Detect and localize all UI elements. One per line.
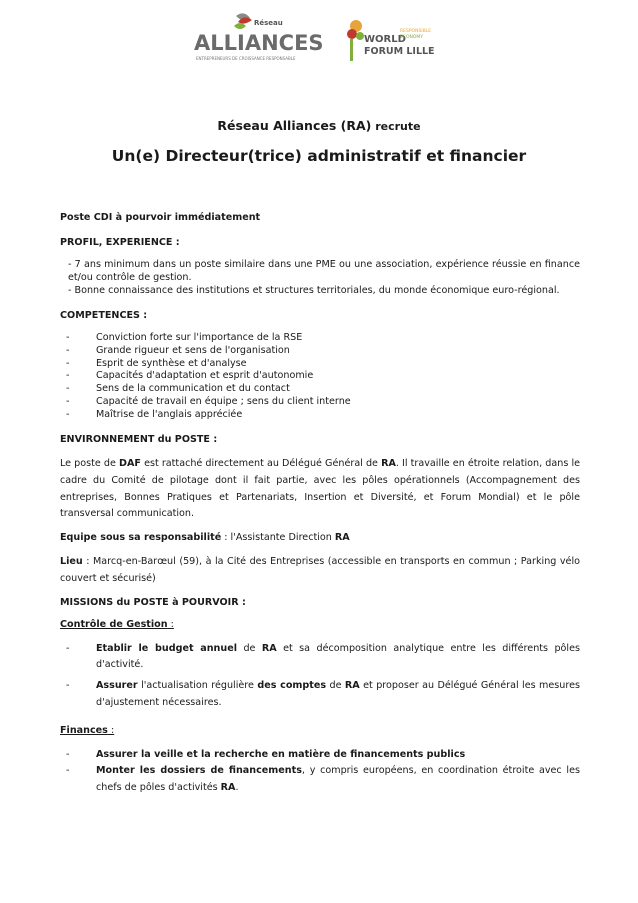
competences-heading: COMPETENCES : bbox=[60, 309, 148, 321]
list-item: - Monter les dossiers de financements, y compris européens, en coordination étroite avec les chefs de pôles d'activités RA. bbox=[60, 763, 580, 797]
wef-line1: WORLD bbox=[364, 34, 406, 45]
profil-heading: PROFIL, EXPERIENCE : bbox=[60, 236, 180, 248]
alliances-emblem-icon bbox=[234, 13, 252, 29]
title-main: Réseau Alliances (RA) bbox=[217, 118, 372, 133]
list-item: - Esprit de synthèse et d'analyse bbox=[60, 358, 580, 371]
wef-line1c: ECONOMY bbox=[400, 35, 424, 40]
wef-line1b: RESPONSIBLE bbox=[400, 29, 432, 34]
controle-heading: Contrôle de Gestion : bbox=[60, 618, 174, 630]
poste-line: Poste CDI à pourvoir immédiatement bbox=[60, 212, 261, 223]
environnement-paragraph: Le poste de DAF est rattaché directement au Délégué Général de RA. Il travaille en étroite relation, dans le cadre du Comité de pilotage dont il fait partie, avec les pôles opérationnels (Accompagnement des entreprises, Bonnes Pratiques et Partenariats, Insertion et Diversité, et Forum Mondial) et le pôle transversal communication. bbox=[60, 458, 581, 520]
competences-list bbox=[60, 332, 580, 423]
wef-line2: FORUM LILLE bbox=[364, 46, 435, 57]
list-item: - Grande rigueur et sens de l'organisation bbox=[60, 345, 580, 358]
world-forum-lille-logo bbox=[346, 12, 442, 68]
alliances-logo-top-text: Réseau bbox=[254, 19, 283, 27]
controle-list bbox=[60, 641, 580, 712]
document-title bbox=[0, 118, 638, 133]
environnement-heading: ENVIRONNEMENT du POSTE : bbox=[60, 434, 218, 446]
alliances-logo-main-text: ALLIANCES bbox=[194, 31, 324, 55]
profil-item: - 7 ans minimum dans un poste similaire dans une PME ou une association, expérience réussie en finance et/ou contrôle de gestion. bbox=[68, 258, 580, 283]
finances-heading: Finances : bbox=[60, 724, 115, 736]
equipe-line: Equipe sous sa responsabilité : l'Assistante Direction RA bbox=[60, 532, 350, 544]
lieu-line: Lieu : Marcq-en-Barœul (59), à la Cité des Entreprises (accessible en transports en commun ; Parking vélo couvert et sécurisé) bbox=[60, 556, 580, 584]
list-item: - Etablir le budget annuel de RA et sa décomposition analytique entre les différents pôles d'activité. bbox=[60, 641, 580, 675]
title-suffix: recrute bbox=[371, 120, 421, 133]
list-item: - Capacité de travail en équipe ; sens du client interne bbox=[60, 396, 580, 409]
list-item: - Maîtrise de l'anglais appréciée bbox=[60, 409, 580, 422]
profil-item: - Bonne connaissance des institutions et structures territoriales, du monde économique euro-régional. bbox=[68, 284, 560, 296]
list-item: - Conviction forte sur l'importance de la RSE bbox=[60, 332, 580, 345]
alliances-logo-tagline: ENTREPRENEURS DE CROISSANCE RESPONSABLE bbox=[196, 56, 296, 61]
list-item: - Capacités d'adaptation et esprit d'autonomie bbox=[60, 370, 580, 383]
document-body bbox=[60, 212, 580, 801]
job-title: Un(e) Directeur(trice) administratif et financier bbox=[111, 147, 527, 165]
list-item: - Assurer la veille et la recherche en matière de financements publics bbox=[60, 747, 580, 764]
list-item: - Assurer l'actualisation régulière des comptes de RA et proposer au Délégué Général les mesures d'ajustement nécessaires. bbox=[60, 678, 580, 712]
missions-heading: MISSIONS du POSTE à POURVOIR : bbox=[60, 596, 246, 608]
list-item: - Sens de la communication et du contact bbox=[60, 383, 580, 396]
wef-emblem-icon bbox=[347, 20, 364, 61]
reseau-alliances-logo bbox=[188, 10, 328, 70]
finances-list bbox=[60, 747, 580, 797]
